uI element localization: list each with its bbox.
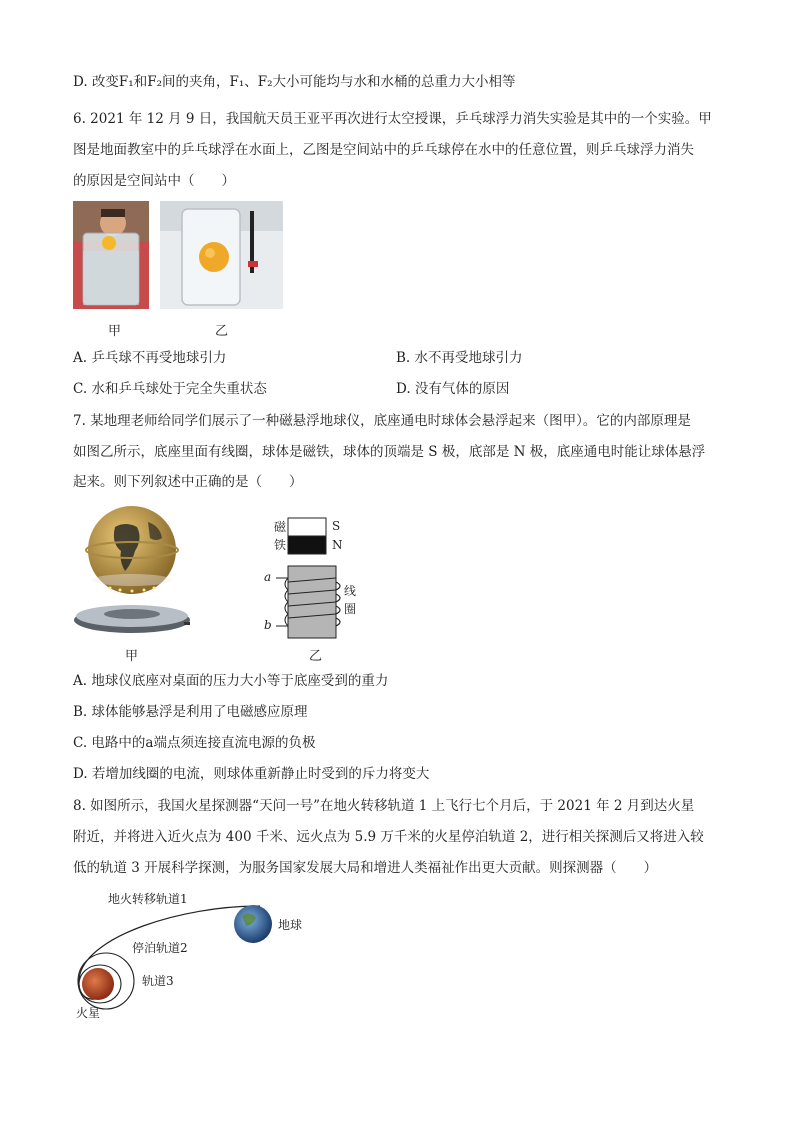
q8-stem-line-2: 附近，并将进入近火点为 400 千米、远火点为 5.9 万千米的火星停泊轨道 2，进行相关探测后又将进入较: [73, 829, 704, 845]
q7-pole-s: S: [332, 519, 341, 533]
earth-icon: [234, 905, 272, 943]
q6-photo-classroom: [73, 201, 149, 309]
q6-option-b: B. 水不再受地球引力: [396, 350, 523, 366]
q6-caption-jia: 甲: [108, 324, 122, 339]
q6-option-a: A. 乒乓球不再受地球引力: [73, 350, 227, 366]
q7-coil-label-1: 线: [344, 584, 357, 598]
q7-pole-n: N: [332, 538, 343, 552]
q6-option-d: D. 没有气体的原因: [396, 381, 510, 397]
q6-photo-space-station: [160, 201, 283, 309]
q8-orbit3-label: 轨道3: [142, 974, 174, 988]
q7-stem-line-3: 起来。则下列叙述中正确的是（ ）: [73, 474, 303, 490]
q8-stem-line-1: 8. 如图所示，我国火星探测器“天问一号”在地火转移轨道 1 上飞行七个月后，于 2021 年 2 月到达火星: [73, 798, 695, 814]
q8-orbit-figure: [70, 886, 340, 1024]
q8-earth-label: 地球: [278, 918, 303, 932]
q6-caption-yi: 乙: [215, 324, 229, 339]
q5-option-d: D. 改变F₁和F₂间的夹角，F₁、F₂大小可能均与水和水桶的总重力大小相等: [73, 74, 516, 90]
q7-terminal-a: a: [264, 570, 272, 584]
q6-stem-line-3: 的原因是空间站中（ ）: [73, 173, 235, 189]
q7-stem-line-1: 7. 某地理老师给同学们展示了一种磁悬浮地球仪，底座通电时球体会悬浮起来（图甲）。它的内部原理是: [73, 413, 691, 429]
q7-terminal-b: b: [264, 618, 272, 632]
q7-stem-line-2: 如图乙所示，底座里面有线圈，球体是磁铁，球体的顶端是 S 极，底部是 N 极，底座通电时能让球体悬浮: [73, 444, 706, 460]
q8-mars-label: 火星: [76, 1006, 101, 1020]
q7-option-d: D. 若增加线圈的电流，则球体重新静止时受到的斥力将变大: [73, 766, 430, 782]
q7-coil-label-2: 圈: [344, 602, 357, 616]
q8-stem-line-3: 低的轨道 3 开展科学探测，为服务国家发展大局和增进人类福祉作出更大贡献。则探测器（ ）: [73, 860, 658, 876]
q6-stem-line-1: 6. 2021 年 12 月 9 日，我国航天员王亚平再次进行太空授课，乒乓球浮力消失实验是其中的一个实验。甲: [73, 111, 712, 127]
q7-option-b: B. 球体能够悬浮是利用了电磁感应原理: [73, 704, 308, 720]
q7-option-c: C. 电路中的a端点须连接直流电源的负极: [73, 735, 316, 751]
q7-magnet-label-2: 铁: [274, 538, 287, 552]
q7-magnet-label-1: 磁: [274, 520, 287, 534]
q6-stem-line-2: 图是地面教室中的乒乓球浮在水面上，乙图是空间站中的乒乓球停在水中的任意位置，则乒乓球浮力消失: [73, 142, 694, 158]
q7-caption-jia: 甲: [125, 649, 139, 664]
mars-icon: [82, 968, 114, 1000]
q8-orbit1-label: 地火转移轨道1: [108, 892, 188, 906]
q7-globe-figure: [70, 502, 195, 642]
q6-option-c: C. 水和乒乓球处于完全失重状态: [73, 381, 267, 397]
q7-option-a: A. 地球仪底座对桌面的压力大小等于底座受到的重力: [73, 673, 389, 689]
q8-orbit2-label: 停泊轨道2: [132, 941, 188, 955]
q7-caption-yi: 乙: [309, 649, 323, 664]
q7-coil-diagram: [262, 514, 372, 642]
